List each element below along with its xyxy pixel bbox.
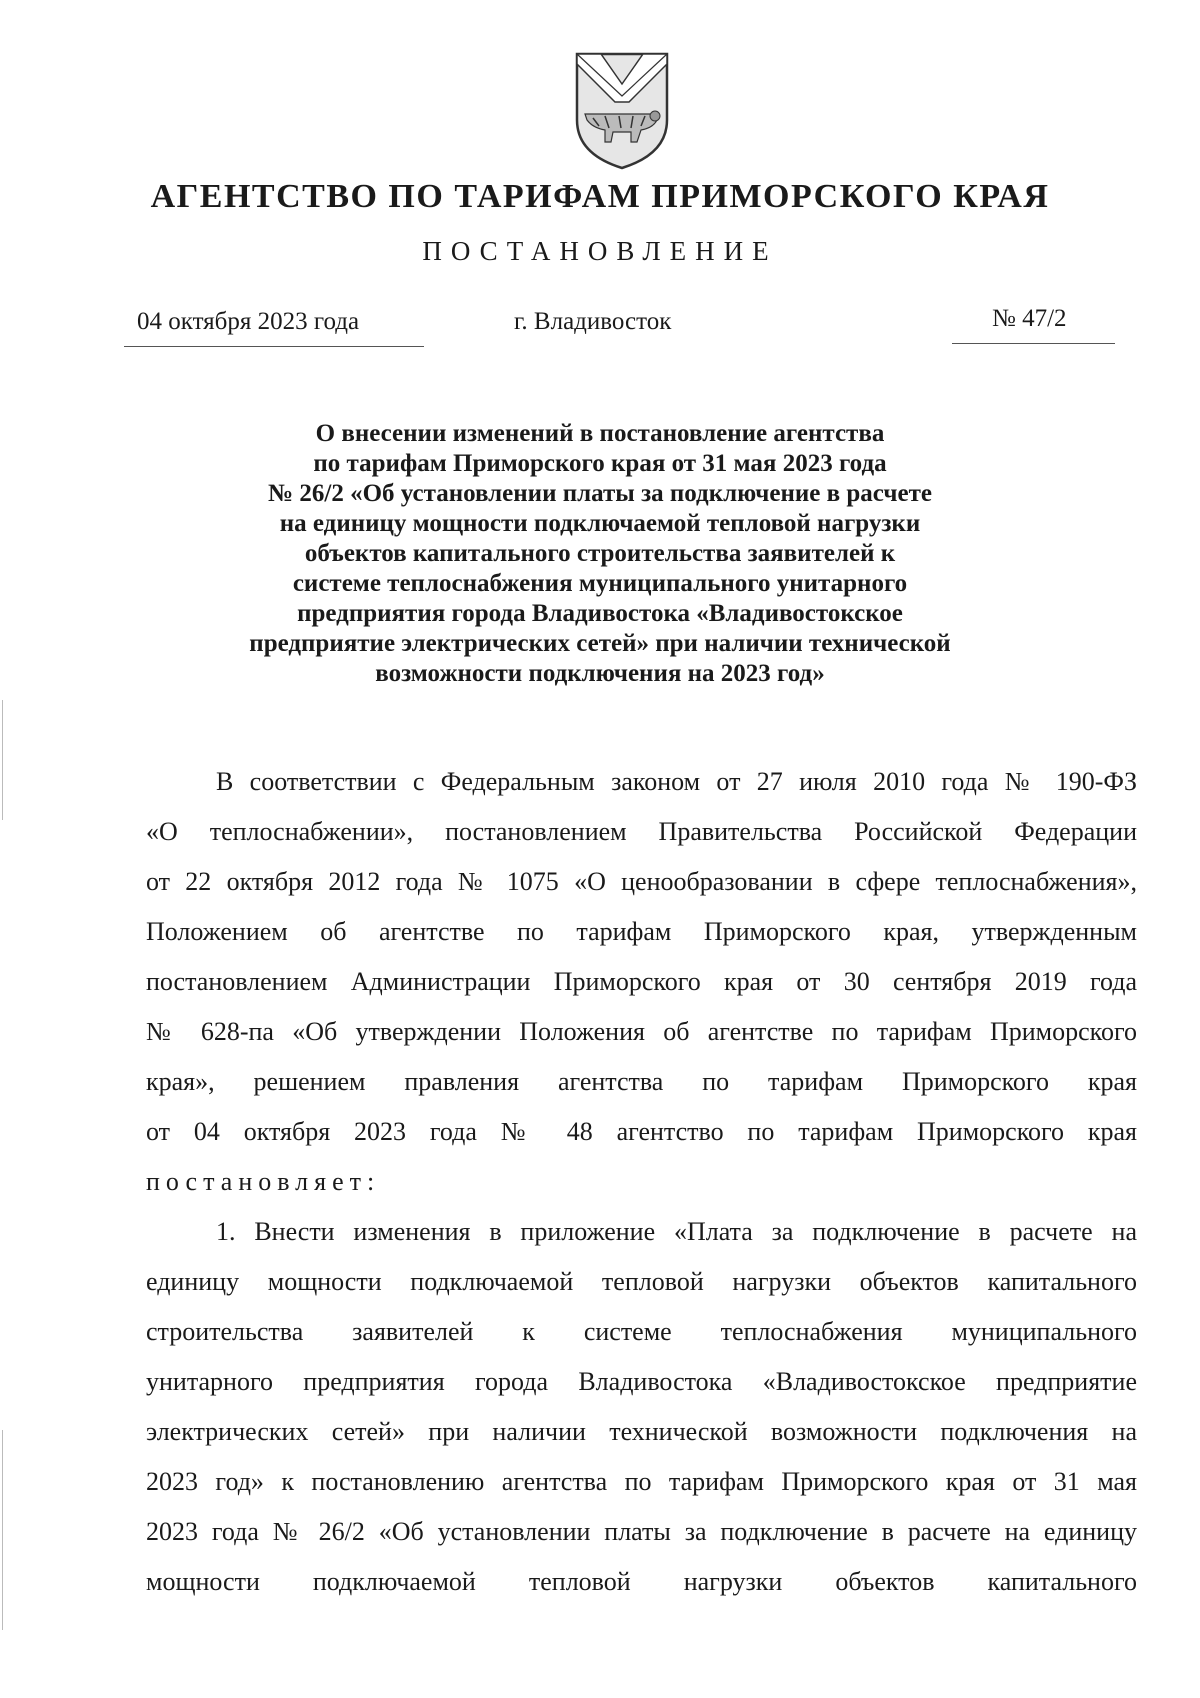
title-line: О внесении изменений в постановление агентства bbox=[315, 420, 885, 447]
coat-of-arms-icon bbox=[571, 50, 673, 172]
preamble-line: постановлением Администрации Приморского края от 30 сентября 2019 года bbox=[146, 967, 1137, 996]
item-1-line: унитарного предприятия города Владивостока «Владивостокское предприятие bbox=[146, 1367, 1137, 1396]
item-1-line: электрических сетей» при наличии технической возможности подключения на bbox=[146, 1417, 1137, 1446]
agency-name: АГЕНТСТВО ПО ТАРИФАМ ПРИМОРСКОГО КРАЯ bbox=[150, 178, 1050, 215]
title-line: предприятия города Владивостока «Владивостокское bbox=[297, 600, 903, 627]
item-1-line: 1. Внести изменения в приложение «Плата за подключение в расчете на bbox=[216, 1217, 1137, 1246]
number-underline bbox=[952, 343, 1115, 344]
title-line: системе теплоснабжения муниципального унитарного bbox=[292, 570, 908, 597]
decree-word: постановляет: bbox=[146, 1167, 381, 1196]
title-line: на единицу мощности подключаемой тепловой нагрузки bbox=[279, 510, 921, 537]
preamble-line: «О теплоснабжении», постановлением Правительства Российской Федерации bbox=[146, 817, 1137, 846]
item-1-line: строительства заявителей к системе теплоснабжения муниципального bbox=[146, 1317, 1137, 1346]
preamble-line: от 04 октября 2023 года № 48 агентство по тарифам Приморского края bbox=[146, 1117, 1137, 1146]
document-city: г. Владивосток bbox=[514, 308, 672, 335]
scan-margin-mark bbox=[2, 700, 4, 820]
preamble-line: № 628-па «Об утверждении Положения об агентстве по тарифам Приморского bbox=[146, 1017, 1137, 1046]
date-underline bbox=[124, 346, 424, 347]
item-1-line: единицу мощности подключаемой тепловой нагрузки объектов капитального bbox=[146, 1267, 1137, 1296]
preamble-line: края», решением правления агентства по тарифам Приморского края bbox=[146, 1067, 1137, 1096]
preamble-line: Положением об агентстве по тарифам Приморского края, утвержденным bbox=[146, 917, 1137, 946]
document-number: № 47/2 bbox=[992, 305, 1067, 332]
preamble-line: от 22 октября 2012 года № 1075 «О ценообразовании в сфере теплоснабжения», bbox=[146, 867, 1137, 896]
title-line: № 26/2 «Об установлении платы за подключение в расчете bbox=[268, 480, 932, 507]
scan-margin-mark bbox=[2, 1430, 4, 1630]
preamble-line: В соответствии с Федеральным законом от 27 июля 2010 года № 190-ФЗ bbox=[216, 767, 1137, 796]
preamble-paragraph bbox=[146, 757, 1137, 1207]
document-type: ПОСТАНОВЛЕНИЕ bbox=[422, 236, 778, 266]
title-line: предприятие электрических сетей» при наличии технической bbox=[249, 630, 951, 657]
document-title bbox=[0, 419, 1200, 689]
document-date: 04 октября 2023 года bbox=[137, 308, 360, 335]
title-line: возможности подключения на 2023 год» bbox=[375, 660, 825, 687]
item-1-line: мощности подключаемой тепловой нагрузки объектов капитального bbox=[146, 1567, 1137, 1596]
item-1-line: 2023 год» к постановлению агентства по тарифам Приморского края от 31 мая bbox=[146, 1467, 1137, 1496]
title-line: по тарифам Приморского края от 31 мая 2023 года bbox=[313, 450, 887, 477]
title-line: объектов капитального строительства заявителей к bbox=[304, 540, 896, 567]
item-1-paragraph bbox=[146, 1207, 1137, 1607]
item-1-line: 2023 года № 26/2 «Об установлении платы за подключение в расчете на единицу bbox=[146, 1517, 1137, 1546]
